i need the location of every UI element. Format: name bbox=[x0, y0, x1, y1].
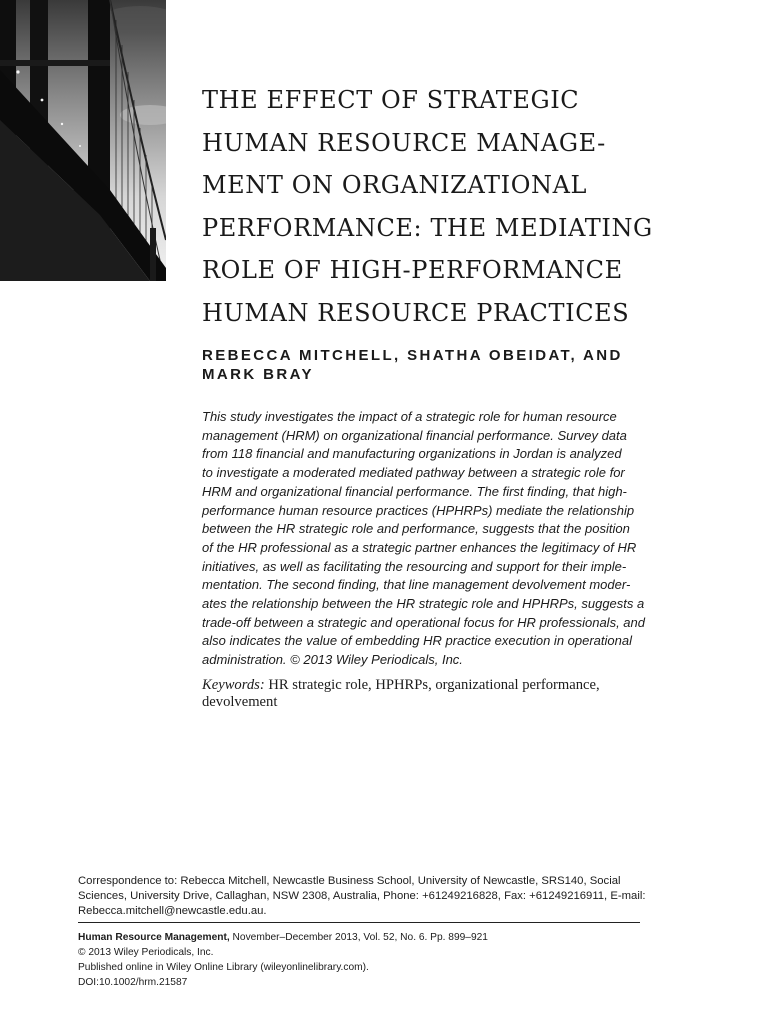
keywords-label: Keywords: bbox=[202, 677, 265, 693]
correspondence-line: Rebecca.mitchell@newcastle.edu.au. bbox=[78, 905, 267, 918]
abstract-line: performance human resource practices (HPHRPs) mediate the relationship bbox=[202, 502, 635, 518]
citation-line bbox=[78, 930, 678, 945]
correspondence-note bbox=[78, 874, 678, 920]
abstract-line: mentation. The second finding, that line management devolvement moder- bbox=[202, 577, 631, 593]
author-line: MARK BRAY bbox=[202, 366, 314, 383]
abstract bbox=[202, 408, 645, 670]
abstract-line: This study investigates the impact of a strategic role for human resource bbox=[202, 409, 617, 424]
title-line: PERFORMANCE: THE MEDIATING bbox=[202, 213, 653, 242]
keywords-line: devolvement bbox=[202, 693, 278, 710]
abstract-line: ates the relationship between the HR strategic role and HPHRPs, suggests a bbox=[202, 596, 645, 612]
title-line: HUMAN RESOURCE MANAGE- bbox=[202, 128, 606, 157]
title-line: MENT ON ORGANIZATIONAL bbox=[202, 171, 588, 199]
citation-details: November–December 2013, Vol. 52, No. 6. Pp. 899–921 bbox=[229, 932, 488, 943]
footer-divider bbox=[78, 922, 640, 923]
abstract-line: HRM and organizational financial performance. The first finding, that high- bbox=[202, 483, 627, 499]
cover-bridge-photo bbox=[0, 0, 166, 281]
abstract-line: to investigate a moderated mediated pathway between a strategic role for bbox=[202, 465, 625, 481]
abstract-line: initiatives, as well as facilitating the resourcing and support for their imple- bbox=[202, 558, 627, 574]
keywords-list: HR strategic role, HPHRPs, organizational performance, bbox=[268, 677, 600, 693]
copyright-line: © 2013 Wiley Periodicals, Inc. bbox=[78, 947, 214, 958]
abstract-line: also indicates the value of embedding HR practice execution in operational bbox=[202, 633, 632, 649]
publication-footer bbox=[78, 930, 678, 990]
keywords-line bbox=[202, 677, 640, 694]
journal-name: Human Resource Management, bbox=[78, 932, 230, 943]
title-line: HUMAN RESOURCE PRACTICES bbox=[202, 298, 630, 327]
abstract-line: between the HR strategic role and performance, suggests that the position bbox=[202, 521, 630, 537]
abstract-line: from 118 financial and manufacturing organizations in Jordan is analyzed bbox=[202, 446, 622, 462]
article-authors bbox=[202, 346, 642, 384]
abstract-line: management (HRM) on organizational financial performance. Survey data bbox=[202, 427, 627, 443]
correspondence-line: Correspondence to: Rebecca Mitchell, Newcastle Business School, University of Newcastle, SRS140, Social bbox=[78, 875, 621, 887]
article-title bbox=[202, 79, 662, 334]
abstract-line: of the HR professional as a strategic partner enhances the legitimacy of HR bbox=[202, 539, 637, 555]
doi-line: DOI:10.1002/hrm.21587 bbox=[78, 977, 188, 988]
author-line: REBECCA MITCHELL, SHATHA OBEIDAT, AND bbox=[202, 347, 623, 364]
keywords bbox=[202, 677, 640, 710]
published-online-line: Published online in Wiley Online Library (wileyonlinelibrary.com). bbox=[78, 962, 369, 973]
title-line: THE EFFECT OF STRATEGIC bbox=[202, 86, 580, 114]
title-line: ROLE OF HIGH-PERFORMANCE bbox=[202, 256, 623, 284]
abstract-line: administration. © 2013 Wiley Periodicals, Inc. bbox=[202, 652, 463, 668]
bridge-photo-image bbox=[0, 0, 166, 281]
abstract-line: trade-off between a strategic and operational focus for HR professionals, and bbox=[202, 614, 645, 630]
correspondence-line: Sciences, University Drive, Callaghan, NSW 2308, Australia, Phone: +61249216828, Fax: +61249216911, E-mail: bbox=[78, 890, 646, 903]
